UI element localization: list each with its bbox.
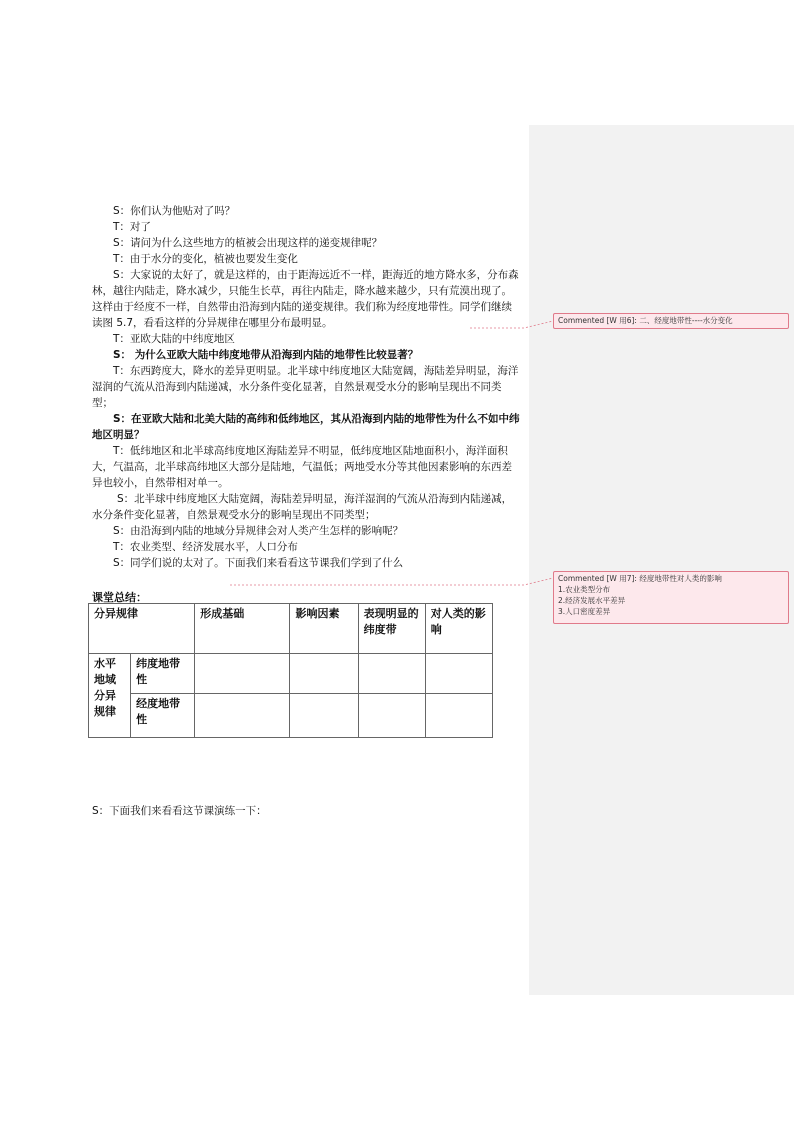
comment-list-item: 1.农业类型分布 (558, 585, 611, 594)
table-header-cell: 影响因素 (290, 604, 358, 654)
body-line: T：由于水分的变化，植被也要发生变化 (113, 253, 298, 265)
comment-author: Commented [W 用7]: (558, 574, 637, 583)
summary-title: 课堂总结： (92, 591, 147, 604)
body-line: T：对了 (113, 221, 151, 233)
table-header-cell: 对人类的影响 (425, 604, 492, 654)
body-line: S：在亚欧大陆和北美大陆的高纬和低纬地区，其从沿海到内陆的地带性为什么不如中纬地区明显？ (92, 413, 520, 441)
comment-list-item: 2.经济发展水平差异 (558, 596, 626, 605)
comment-balloon[interactable] (553, 571, 789, 624)
body-line: S：同学们说的太对了。下面我们来看看这节课我们学到了什么 (113, 557, 404, 569)
comment-balloon[interactable] (553, 313, 789, 329)
comment-connector-line (230, 578, 553, 585)
body-line: S： 为什么亚欧大陆中纬度地带从沿海到内陆的地带性比较显著？ (113, 349, 419, 361)
table-header-cell: 分异规律 (89, 604, 195, 654)
comment-list-item: 3.人口密度差异 (558, 607, 611, 616)
row-label-cell: 经度地带性 (131, 694, 195, 738)
comment-text: 二、经度地带性----水分变化 (639, 316, 733, 325)
comment-author: Commented [W 用6]: (558, 316, 637, 325)
body-line: S：北半球中纬度地区大陆宽阔，海陆差异明显，海洋湿润的气流从沿海到内陆递减，水分条件变化显著，自然景观受水分的影响呈现出不同类型； (92, 493, 513, 521)
body-line: S：大家说的太好了，就是这样的，由于距海远近不一样，距海近的地方降水多，分布森林，越往内陆走，降水减少，只能生长草，再往内陆走，降水越来越少，只有荒漠出现了。这样由于经度不一样，自然带由沿海到内陆的递变规律。我们称为经度地带性。同学们继续读图 5.7，看看这样的分异规律在哪里分布最明显。 (92, 269, 519, 329)
body-line: S：你们认为他贴对了吗？ (113, 205, 236, 217)
body-line: T：亚欧大陆的中纬度地区 (113, 333, 235, 345)
body-line: S：由沿海到内陆的地域分异规律会对人类产生怎样的影响呢？ (113, 525, 404, 537)
body-line: T：农业类型、经济发展水平，人口分布 (113, 541, 298, 553)
row-group-cell: 水平地域分异规律 (89, 654, 131, 738)
body-line: S：请问为什么这些地方的植被会出现这样的递变规律呢？ (113, 237, 383, 249)
comment-connector-line (470, 321, 553, 328)
table-header-cell: 表现明显的纬度带 (358, 604, 425, 654)
table-header-cell: 形成基础 (195, 604, 290, 654)
row-label-cell: 纬度地带性 (131, 654, 195, 694)
body-line: T：东西跨度大，降水的差异更明显。北半球中纬度地区大陆宽阔，海陆差异明显，海洋湿润的气流从沿海到内陆递减，水分条件变化显著，自然景观受水分的影响呈现出不同类型； (92, 365, 519, 409)
body-line: T：低纬地区和北半球高纬度地区海陆差异不明显，低纬度地区陆地面积小，海洋面积大，气温高，北半球高纬地区大部分是陆地，气温低；两地受水分等其他因素影响的东西差异也较小，自然带相对单一。 (92, 445, 512, 489)
practice-line: S：下面我们来看看这节课演练一下： (92, 805, 267, 817)
comment-text: 经度地带性对人类的影响 (639, 574, 722, 583)
